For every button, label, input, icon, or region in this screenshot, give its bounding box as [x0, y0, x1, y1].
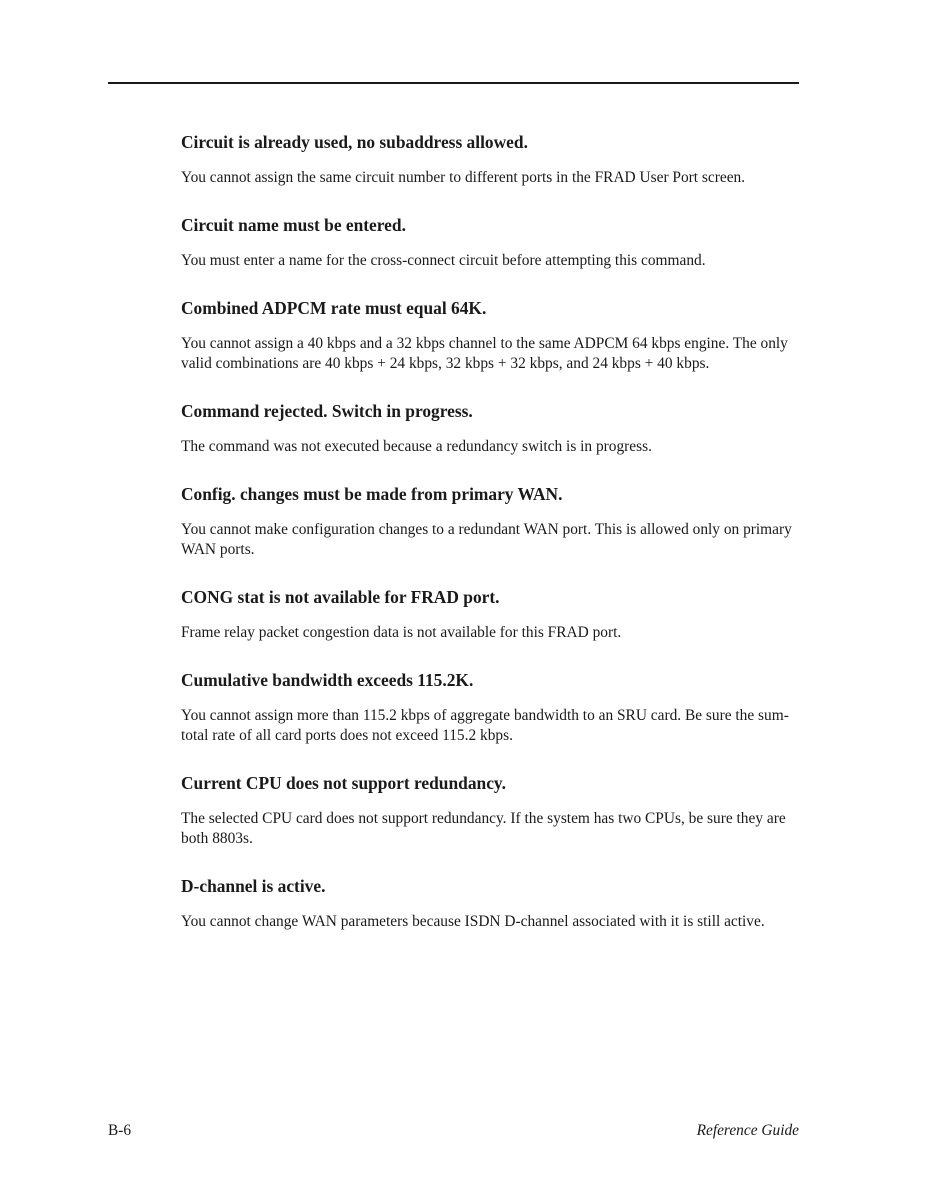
message-description: The command was not executed because a redundancy switch is in progress.	[181, 438, 652, 455]
message-entry	[181, 771, 801, 849]
message-description: You cannot change WAN parameters because ISDN D-channel associated with it is still active.	[181, 913, 765, 930]
message-description: Frame relay packet congestion data is not available for this FRAD port.	[181, 624, 622, 641]
message-entry	[181, 874, 801, 932]
message-heading: Circuit name must be entered.	[181, 215, 406, 235]
message-heading: Cumulative bandwidth exceeds 115.2K.	[181, 670, 474, 690]
message-entry	[181, 213, 801, 271]
message-entry	[181, 296, 801, 374]
message-description: You cannot assign more than 115.2 kbps of aggregate bandwidth to an SRU card. Be sure the sum-total rate of all card ports does not exceed 115.2 kbps.	[181, 707, 789, 744]
message-entry	[181, 399, 801, 457]
message-description: The selected CPU card does not support redundancy. If the system has two CPUs, be sure they are both 8803s.	[181, 810, 786, 847]
message-entry	[181, 482, 801, 560]
message-list	[181, 130, 801, 957]
message-description: You cannot assign a 40 kbps and a 32 kbps channel to the same ADPCM 64 kbps engine. The only valid combinations are 40 kbps + 24 kbps, 32 kbps + 32 kbps, and 24 kbps + 40 kbps.	[181, 335, 788, 372]
message-heading: Current CPU does not support redundancy.	[181, 773, 506, 793]
message-entry	[181, 585, 801, 643]
page-number: B-6	[108, 1122, 132, 1139]
message-description: You cannot make configuration changes to a redundant WAN port. This is allowed only on primary WAN ports.	[181, 521, 792, 558]
message-heading: D-channel is active.	[181, 876, 326, 896]
message-heading: Command rejected. Switch in progress.	[181, 401, 473, 421]
message-heading: Combined ADPCM rate must equal 64K.	[181, 298, 487, 318]
guide-title: Reference Guide	[696, 1122, 799, 1139]
message-description: You cannot assign the same circuit number to different ports in the FRAD User Port screen.	[181, 169, 746, 186]
message-description: You must enter a name for the cross-connect circuit before attempting this command.	[181, 252, 706, 269]
message-entry	[181, 130, 801, 188]
message-heading: Circuit is already used, no subaddress allowed.	[181, 132, 528, 152]
message-entry	[181, 668, 801, 746]
message-heading: CONG stat is not available for FRAD port.	[181, 587, 500, 607]
header-rule	[108, 82, 799, 84]
message-heading: Config. changes must be made from primary WAN.	[181, 484, 563, 504]
